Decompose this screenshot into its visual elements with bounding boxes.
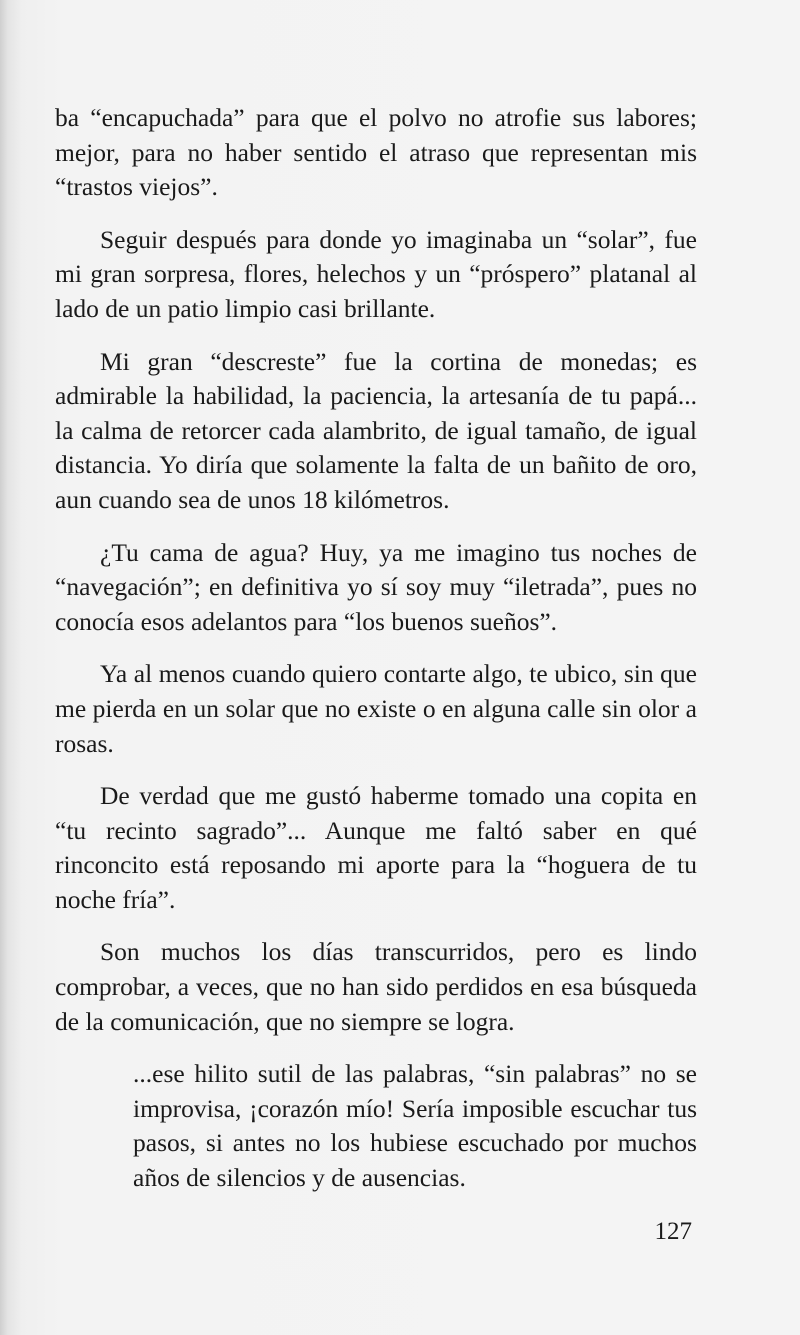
paragraph-7: Son muchos los días transcurridos, pero es lindo comprobar, a veces, que no han sido perdidos en esa búsqueda de la comunicación, que no siempre se logra. [55,937,697,1036]
paragraph-6: De verdad que me gustó haberme tomado una copita en “tu recinto sagrado”... Aunque me faltó saber en qué rinconcito está reposando mi aporte para la “hoguera de tu noche fría”. [55,781,697,914]
paragraph-5: Ya al menos cuando quiero contarte algo, te ubico, sin que me pierda en un solar que no existe o en alguna calle sin olor a rosas. [55,659,697,758]
body-text [55,101,697,1196]
block-quote: ...ese hilito sutil de las palabras, “sin palabras” no se improvisa, ¡corazón mío! Sería imposible escuchar tus pasos, si antes no los hubiese escuchado por muchos años de silencios y de ausencias. [133,1059,697,1193]
paragraph-3: Mi gran “descreste” fue la cortina de monedas; es admirable la habilidad, la paciencia, la artesanía de tu papá... la calma de retorcer cada alambrito, de igual tamaño, de igual distancia. Yo diría que solamente la falta de un bañito de oro, aun cuando sea de unos 18 kilómetros. [55,346,697,514]
page-number: 127 [654,1218,692,1245]
paragraph-4: ¿Tu cama de agua? Huy, ya me imagino tus noches de “navegación”; en definitiva yo sí soy muy “iletrada”, pues no conocía esos adelantos para “los buenos sueños”. [55,537,697,636]
paragraph-2: Seguir después para donde yo imaginaba un “solar”, fue mi gran sorpresa, flores, helechos y un “próspero” platanal al lado de un patio limpio casi brillante. [55,224,697,323]
paragraph-1: ba “encapuchada” para que el polvo no atrofie sus labores; mejor, para no haber sentido el atraso que representan mis “trastos viejos”. [55,103,697,202]
